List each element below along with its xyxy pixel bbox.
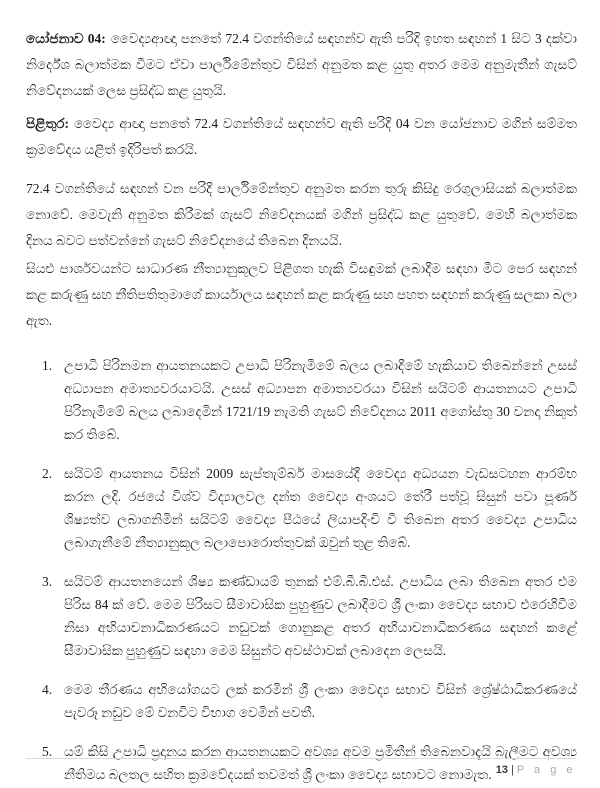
list-item-number: 4. (42, 682, 53, 697)
footer-separator: | (510, 764, 514, 776)
list-item-number: 3. (42, 574, 53, 589)
answer-heading: පිළිතුර: (26, 116, 70, 131)
list-item-text: සයිටම් ආයතනය විසින් 2009 සැප්තැම්බර් මාසයේදී වෛද්‍ය අධ්‍යයන වැඩසටහන ආරම්භ කරන ලදි. රජයේ විශ්ව විද්‍යාලවල දන්ත වෛද්‍ය අංශයට තේරී පත්වූ සිසුන් පවා පූර්ණ ශිෂ්‍යත්ව ලබාගනිමින් සයිටම් වෛද්‍ය පීඨයේ ලියාපදිංචි වී තිබෙන අතර වෛද්‍ය උපාධිය ලබාගැනීමේ නීත්‍යානුකූල බලාපොරොත්තුවක් ඔවුන් තුළ තිබේ. (64, 466, 577, 550)
list-item-text: මෙම තීරණය අභියෝගයට ලක් කරමින් ශ්‍රී ලංකා වෛද්‍ය සභාව විසින් ශ්‍රේෂ්ඨාධිකරණයේ පැවරූ නඩුව මේ වනවිට විභාග වෙමින් පවතී. (64, 682, 577, 720)
list-item-number: 1. (42, 358, 53, 373)
paragraph-clause-72-4: 72.4 වගන්තියේ සඳහන් වන පරිදි පාර්ලිමේන්තුව අනුමත කරන තුරු කිසිදු රෙගුලාසියක් බලාත්මක නොවේ. මෙවැනි අනුමත කිරීමක් ගැසට් නිවේදනයක් මගින් ප්‍රසිද්ධ කළ යුතුවේ. මෙහි බලාත්මක දිනය බවට පත්වන්නේ ගැසට් නිවේදනයේ තිබෙන දිනයයි. (26, 181, 577, 248)
numbered-list (42, 354, 577, 786)
footer-page-label: P a g e (516, 764, 576, 776)
page-number: 13 (495, 764, 508, 776)
list-item-number: 2. (42, 466, 53, 481)
list-item-text: සයිටම් ආයතනයෙන් ශිෂ්‍ය කණ්ඩායම් තුනක් එම්.බී.බී.එස්. උපාධිය ලබා තිබෙන අතර එම පිරිස 84 ක් වේ. මෙම පිරිසට සීමාවාසික පුහුණුව ලබාදීමට ශ්‍රී ලංකා වෛද්‍ය සභාව එරෙහිවීම නිසා අභියාචනාධිකරණයට නඩුවක් ගොනුකළ අතර අභියාචනාධිකරණය සඳහන් කළේ සීමාවාසික පුහුණුව සඳහා මෙම සිසුන්ට අවස්ථාවක් ලබාදෙන ලෙසයි. (64, 574, 577, 658)
proposal-heading: යෝජනාව 04: (26, 31, 106, 46)
list-item (42, 354, 577, 446)
paragraph-answer (26, 111, 577, 163)
answer-text: වෛද්‍ය ආඥා පනතේ 72.4 වගන්තියේ සඳහන්ව ඇති පරිදි 04 වන යෝජනාව මගින් සම්මත ක්‍රමවේදය යළිත් ඉදිරිපත් කරයි. (26, 116, 577, 157)
list-item (42, 678, 577, 724)
list-item-text: යම් කිසි උපාධි ප්‍රදානය කරන ආයතනයකට අවශ්‍ය අවම ප්‍රමිතීන් තිබෙනවාදැයි බැලීමට අවශ්‍ය නීතිමය බලතල සහිත ක්‍රමවේදයක් තවමත් ශ්‍රී ලංකා වෛද්‍ය සභාවට නොමැත. (64, 744, 577, 782)
list-item (42, 462, 577, 554)
list-item-number: 5. (42, 744, 53, 759)
paragraph-summary: සියළු පාර්ශවයන්ට සාධාරණ නීත්‍යානුකූලව පිළිගත හැකි විසඳුමක් ලබාදීම සඳහා මීට පෙර සඳහන් කළ කරුණු සහ නීතිපතිතුමාගේ කාර්යාලය සඳහන් කළ කරුණු සහ පහත සඳහන් කරුණු සලකා බලා ඇත. (26, 261, 577, 328)
list-item (42, 570, 577, 662)
proposal-text: වෛද්‍යආඥා පනතේ 72.4 වගන්තියේ සඳහන්ව ඇති පරිදි ඉහත සඳහන් 1 සිට 3 දක්වා නිර්දේශ බලාත්මක වීමට ඒවා පාර්ලිමේන්තුව විසින් අනුමත කළ යුතු අතර මෙම අනුමැතීන් ගැසට් නිවේදනයක් ලෙස ප්‍රසිද්ධ කළ යුතුයි. (26, 31, 577, 98)
page-footer (26, 758, 576, 777)
list-item-text: උපාධි පිරිනමන ආයතනයකට උපාධි පිරිනැමීමේ බලය ලබාදීමේ හැකියාව තිබෙන්නේ උසස් අධ්‍යාපන අමාත්‍යවරයාටයි. උසස් අධ්‍යාපන අමාත්‍යවරයා විසින් සයිටම් ආයතනයට උපාධි පිරිනැමීමේ බලය ලබාදෙමින් 1721/19 නැමති ගැසට් නිවේදනය 2011 අගෝස්තු 30 වනදා නිකුත් කර තිබේ. (64, 358, 577, 442)
paragraph-proposal-04 (26, 26, 577, 104)
